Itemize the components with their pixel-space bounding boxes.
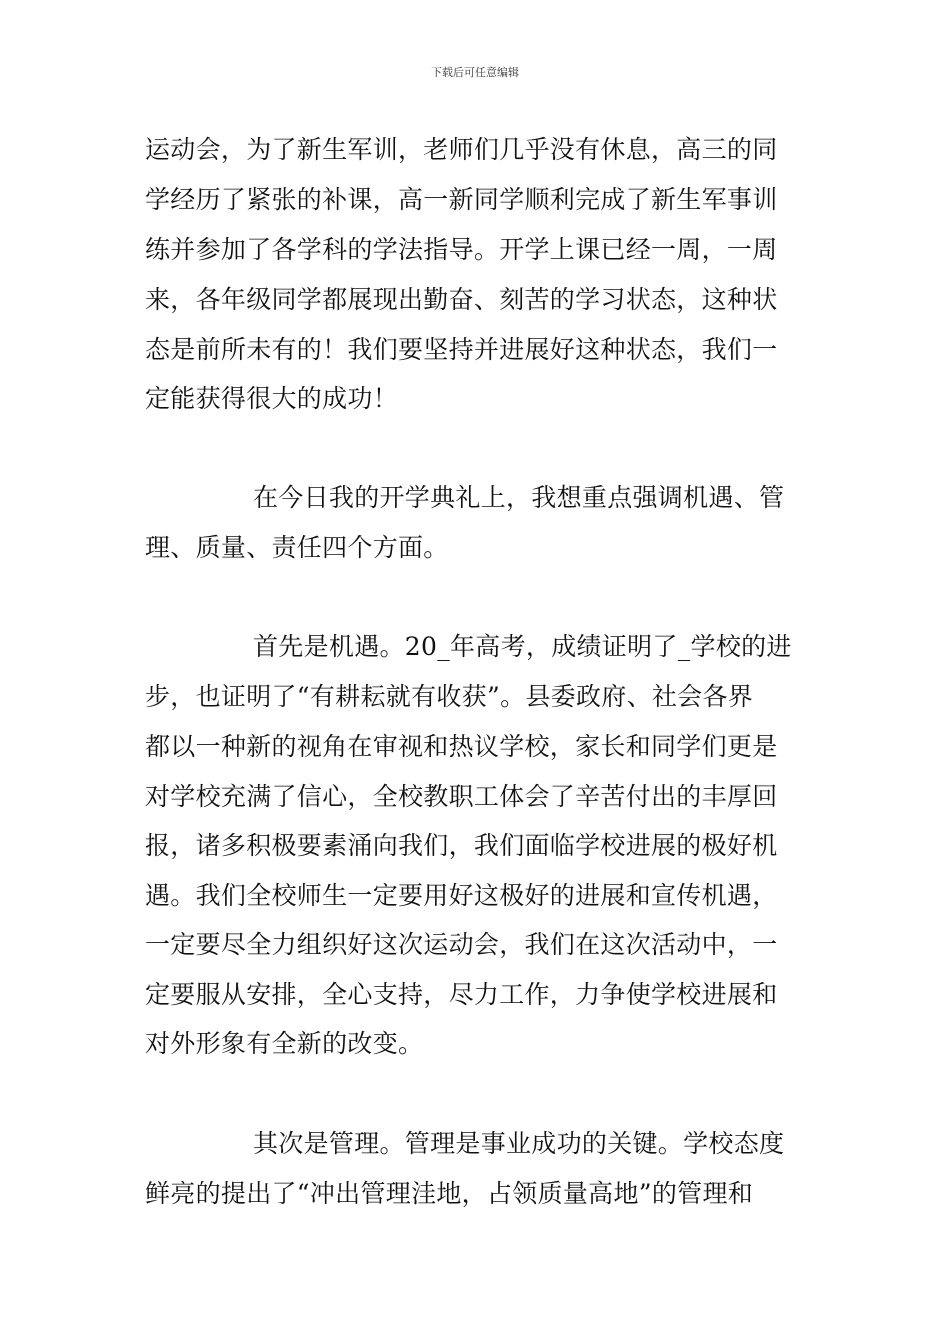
- paragraph-line: 来，各年级同学都展现出勤奋、刻苦的学习状态，这种状: [145, 285, 778, 314]
- paragraph-line: 其次是管理。管理是事业成功的关键。学校态度: [253, 1129, 785, 1158]
- paragraph-line: 都以一种新的视角在审视和热议学校，家长和同学们更是: [145, 732, 778, 761]
- paragraph-line: 对外形象有全新的改变。: [145, 1029, 424, 1058]
- paragraph-line: 理、质量、责任四个方面。: [145, 533, 449, 562]
- paragraph-line: 首先是机遇。20_年高考，成绩证明了_学校的进: [253, 632, 792, 661]
- paragraph-line: 遇。我们全校师生一定要用好这极好的进展和宣传机遇，: [145, 881, 778, 910]
- paragraph-line: 步，也证明了“有耕耘就有收获”。县委政府、社会各界: [145, 682, 754, 711]
- paragraph-line: 态是前所未有的！我们要坚持并进展好这种状态，我们一: [145, 335, 778, 364]
- paragraph-line: 鲜亮的提出了“冲出管理洼地，占领质量高地”的管理和: [145, 1179, 754, 1208]
- paragraph-line: 一定要尽全力组织好这次运动会，我们在这次活动中，一: [145, 930, 778, 959]
- paragraph-line: 定能获得很大的成功！: [145, 384, 399, 413]
- paragraph-line: 对学校充满了信心，全校教职工体会了辛苦付出的丰厚回: [145, 782, 778, 811]
- page-header: 下载后可任意编辑: [431, 66, 519, 79]
- paragraph-line: 报，诸多积极要素涌向我们，我们面临学校进展的极好机: [145, 831, 778, 860]
- paragraph-line: 定要服从安排，全心支持，尽力工作，力争使学校进展和: [145, 980, 778, 1009]
- paragraph-line: 练并参加了各学科的学法指导。开学上课已经一周，一周: [145, 235, 778, 264]
- paragraph-line: 学经历了紧张的补课，高一新同学顺利完成了新生军事训: [145, 185, 778, 214]
- paragraph-line: 运动会，为了新生军训，老师们几乎没有休息，高三的同: [145, 135, 778, 164]
- paragraph-line: 在今日我的开学典礼上，我想重点强调机遇、管: [253, 483, 785, 512]
